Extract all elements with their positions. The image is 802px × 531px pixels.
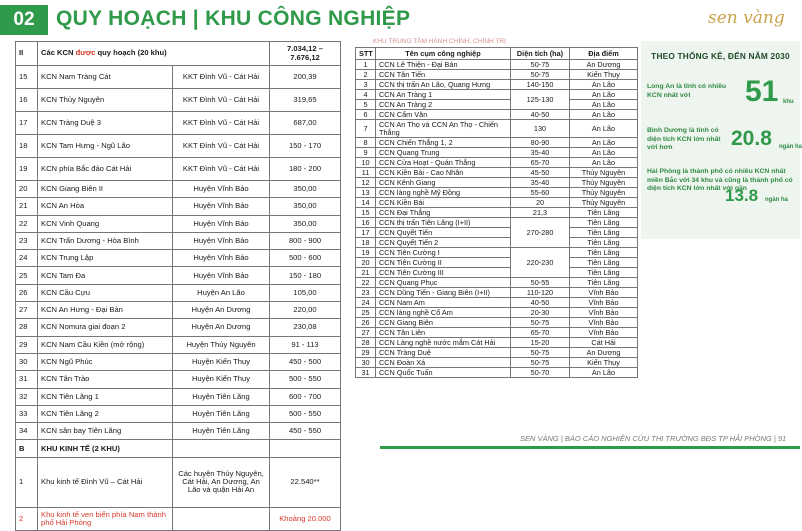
table-row (16, 267, 341, 284)
section-number: 02 (0, 5, 48, 35)
row-stt: 18 (16, 135, 38, 158)
stats-panel (641, 41, 800, 239)
row-area: 600 - 700 (270, 388, 341, 405)
table-row (356, 110, 638, 120)
row-stt: 7 (356, 120, 376, 138)
row-name: CCN Cửa Hoạt - Quán Thắng (376, 158, 511, 168)
row-name: KCN Nomura giai đoạn 2 (38, 319, 173, 336)
table-row (356, 148, 638, 158)
row-stt: 16 (356, 218, 376, 228)
row-stt: 2 (16, 507, 38, 530)
stat-binh-duong-unit: ngàn ha (779, 144, 802, 150)
row-stt: 2 (356, 70, 376, 80)
group-b-empty-1 (173, 440, 270, 457)
page-header (0, 0, 800, 40)
row-area: 20-30 (511, 308, 570, 318)
row-location: Huyện An Dương (173, 319, 270, 336)
row-location: KKT Đình Vũ - Cát Hải (173, 89, 270, 112)
row-stt: 25 (356, 308, 376, 318)
row-area: 40-50 (511, 298, 570, 308)
table-row (16, 319, 341, 336)
row-location: Huyện Vĩnh Bảo (173, 267, 270, 284)
row-name: KCN Thủy Nguyên (38, 89, 173, 112)
row-location: Huyện Tiên Lãng (173, 388, 270, 405)
row-name: CCN Chiến Thắng 1, 2 (376, 138, 511, 148)
row-name: KCN Nam Cầu Kiền (mở rộng) (38, 336, 173, 353)
row-stt: 12 (356, 178, 376, 188)
row-stt: 5 (356, 100, 376, 110)
row-name: KCN Tiên Lãng 2 (38, 405, 173, 422)
table-row (356, 90, 638, 100)
row-name: CCN Tân Tiến (376, 70, 511, 80)
table-row (356, 218, 638, 228)
row-location: Huyện An Dương (173, 302, 270, 319)
row-area: 500 - 550 (270, 371, 341, 388)
row-location: KKT Đình Vũ - Cát Hải (173, 135, 270, 158)
row-stt: 21 (16, 198, 38, 215)
row-location: Huyện Vĩnh Bảo (173, 232, 270, 249)
table-row (356, 348, 638, 358)
group-b-code: B (16, 440, 38, 457)
row-location: Vĩnh Bảo (570, 308, 638, 318)
row-location: An Lão (570, 158, 638, 168)
row-location: An Lão (570, 148, 638, 158)
row-name: CCN Tràng Duệ (376, 348, 511, 358)
table-row (356, 60, 638, 70)
row-area: 21,3 (511, 208, 570, 218)
table-row (356, 208, 638, 218)
row-name: CCN Kênh Giang (376, 178, 511, 188)
row-location: An Dương (570, 348, 638, 358)
table-row (356, 80, 638, 90)
table-row (356, 238, 638, 248)
row-area: 50-75 (511, 358, 570, 368)
row-location: An Dương (570, 60, 638, 70)
row-location: Vĩnh Bảo (570, 328, 638, 338)
row-area: 350,00 (270, 181, 341, 198)
row-name: Khu kinh tế Đình Vũ – Cát Hải (38, 457, 173, 507)
row-stt: 28 (16, 319, 38, 336)
row-name: CCN làng nghề Mỹ Đồng (376, 188, 511, 198)
row-area: 40-50 (511, 110, 570, 120)
row-stt: 1 (16, 457, 38, 507)
row-name: KCN Trấn Dương - Hòa Bình (38, 232, 173, 249)
row-location: Huyện Tiên Lãng (173, 405, 270, 422)
row-name: KCN Tràng Duệ 3 (38, 112, 173, 135)
row-name: CCN Làng nghề nước mắm Cát Hải (376, 338, 511, 348)
table-row (356, 338, 638, 348)
row-name: KCN Nam Tràng Cát (38, 66, 173, 89)
table-row (356, 258, 638, 268)
row-name: KCN Tam Đa (38, 267, 173, 284)
kcn-table (15, 41, 341, 531)
table-row (16, 158, 341, 181)
row-name: KCN phía Bắc đảo Cát Hải (38, 158, 173, 181)
table-row (16, 135, 341, 158)
col-header-location: Địa điểm (570, 48, 638, 60)
table-row (356, 70, 638, 80)
row-name: CCN Lê Thiện - Đại Bản (376, 60, 511, 70)
table-row (356, 138, 638, 148)
row-location: An Lão (570, 120, 638, 138)
row-stt: 14 (356, 198, 376, 208)
row-location: Tiên Lãng (570, 268, 638, 278)
table-row (16, 302, 341, 319)
row-name: KCN Cầu Cựu (38, 284, 173, 301)
row-stt: 30 (356, 358, 376, 368)
row-location: Huyện Kiến Thụy (173, 353, 270, 370)
row-name: CCN Quốc Tuấn (376, 368, 511, 378)
row-location: Tiên Lãng (570, 258, 638, 268)
row-name: CCN An Tràng 2 (376, 100, 511, 110)
row-stt: 25 (16, 267, 38, 284)
row-name: KCN Vinh Quang (38, 215, 173, 232)
row-location: An Lão (570, 80, 638, 90)
row-name: CCN Tiên Cường II (376, 258, 511, 268)
row-area: 140-150 (511, 80, 570, 90)
stat-hai-phong-value: 13.8 (725, 186, 759, 205)
row-stt: 15 (356, 208, 376, 218)
row-name: CCN Quyết Tiến (376, 228, 511, 238)
row-name: CCN làng nghề Cổ Am (376, 308, 511, 318)
row-stt: 26 (16, 284, 38, 301)
row-location: Huyện Vĩnh Bảo (173, 215, 270, 232)
stat-long-an-unit: khu (783, 99, 794, 105)
row-stt: 32 (16, 388, 38, 405)
row-stt: 13 (356, 188, 376, 198)
group-b-header (16, 440, 341, 457)
row-location: Huyện Vĩnh Bảo (173, 250, 270, 267)
row-location: Huyện An Lão (173, 284, 270, 301)
row-area: 50-75 (511, 60, 570, 70)
row-location: KKT Đình Vũ - Cát Hải (173, 112, 270, 135)
row-stt: 20 (356, 258, 376, 268)
page-title: QUY HOẠCH | KHU CÔNG NGHIỆP (56, 7, 411, 30)
row-stt: 24 (356, 298, 376, 308)
table-row (16, 232, 341, 249)
row-location (173, 507, 270, 530)
row-area: 45-50 (511, 168, 570, 178)
table-row (16, 181, 341, 198)
footer-text: SEN VÀNG | BÁO CÁO NGHIÊN CỨU THỊ TRƯỜNG BĐS TP HẢI PHÒNG | 91 (520, 434, 787, 443)
row-name: KCN Tân Trào (38, 371, 173, 388)
row-name: CCN Quang Phục (376, 278, 511, 288)
row-stt: 28 (356, 338, 376, 348)
table-row (356, 308, 638, 318)
group-ii-header (16, 42, 341, 66)
row-name: KCN sân bay Tiên Lãng (38, 423, 173, 440)
row-location: Vĩnh Bảo (570, 288, 638, 298)
row-area: 150 - 180 (270, 267, 341, 284)
table-row (16, 336, 341, 353)
row-area: 105,00 (270, 284, 341, 301)
row-location: Thủy Nguyên (570, 198, 638, 208)
row-location: An Lão (570, 138, 638, 148)
row-location: Vĩnh Bảo (570, 298, 638, 308)
table-row (356, 248, 638, 258)
row-stt: 27 (16, 302, 38, 319)
row-area: 270-280 (511, 218, 570, 248)
row-area: 20 (511, 198, 570, 208)
table-row (16, 89, 341, 112)
row-area: 35-40 (511, 178, 570, 188)
row-area: 500 - 600 (270, 250, 341, 267)
table-row (356, 228, 638, 238)
table-row (356, 278, 638, 288)
group-ii-code: II (16, 42, 38, 66)
row-name: KCN Tam Hưng - Ngũ Lão (38, 135, 173, 158)
table-row (356, 178, 638, 188)
row-location: Tiên Lãng (570, 208, 638, 218)
ccn-table-header (356, 48, 638, 60)
row-name: KCN Trung Lập (38, 250, 173, 267)
row-name: CCN thị trấn Tiên Lãng (I+II) (376, 218, 511, 228)
row-stt: 16 (16, 89, 38, 112)
col-header-name: Tên cụm công nghiệp (376, 48, 511, 60)
faded-caption: KHU TRUNG TÂM HÀNH CHÍNH, CHÍNH TRỊ (373, 38, 506, 45)
table-row (16, 215, 341, 232)
row-area: 230,08 (270, 319, 341, 336)
row-name: CCN Giang Biên (376, 318, 511, 328)
row-stt: 17 (16, 112, 38, 135)
row-name: CCN Dũng Tiến - Giang Biên (I+II) (376, 288, 511, 298)
table-row (16, 112, 341, 135)
row-name: KCN Giang Biên II (38, 181, 173, 198)
row-name: CCN An Thọ và CCN An Thọ - Chiến Thắng (376, 120, 511, 138)
row-area: 150 - 170 (270, 135, 341, 158)
row-area: 35-40 (511, 148, 570, 158)
row-area: 450 - 500 (270, 353, 341, 370)
row-name: CCN Tiên Cường I (376, 248, 511, 258)
row-location: KKT Đình Vũ - Cát Hải (173, 66, 270, 89)
row-stt: 23 (356, 288, 376, 298)
row-stt: 22 (356, 278, 376, 288)
row-stt: 11 (356, 168, 376, 178)
stat-hai-phong-unit: ngàn ha (765, 197, 789, 203)
row-name: KCN Tiên Lãng 1 (38, 388, 173, 405)
group-b-label: KHU KINH TẾ (2 KHU) (38, 440, 173, 457)
row-location: Kiến Thụy (570, 358, 638, 368)
row-area: 220,00 (270, 302, 341, 319)
row-area: 500 - 550 (270, 405, 341, 422)
row-name: KCN An Hòa (38, 198, 173, 215)
row-area: 55-60 (511, 188, 570, 198)
group-ii-area: 7.034,12 – 7.676,12 (270, 42, 341, 66)
row-location: Các huyện Thủy Nguyên, Cát Hải, An Dương, An Lão và quận Hải An (173, 457, 270, 507)
row-stt: 19 (356, 248, 376, 258)
table-row (16, 405, 341, 422)
row-area: 65-70 (511, 158, 570, 168)
row-name: CCN Đoàn Xá (376, 358, 511, 368)
row-area: 180 - 200 (270, 158, 341, 181)
table-row (16, 457, 341, 507)
table-row (356, 158, 638, 168)
row-location: Kiến Thụy (570, 70, 638, 80)
table-row (16, 507, 341, 530)
row-area: 50-75 (511, 70, 570, 80)
row-area: 91 - 113 (270, 336, 341, 353)
row-stt: 29 (16, 336, 38, 353)
row-area: 50-75 (511, 318, 570, 328)
row-location: An Lão (570, 100, 638, 110)
row-stt: 8 (356, 138, 376, 148)
row-name: CCN Kiền Bái (376, 198, 511, 208)
stat-long-an-value: 51 (745, 75, 779, 108)
row-location: Vĩnh Bảo (570, 318, 638, 328)
row-stt: 34 (16, 423, 38, 440)
row-name: CCN Tân Liên (376, 328, 511, 338)
row-name: KCN An Hưng - Đại Bản (38, 302, 173, 319)
row-location: Thủy Nguyên (570, 168, 638, 178)
stat-binh-duong-text: Bình Dương là tỉnh có diện tích KCN lớn nhất với hơn (647, 127, 721, 152)
row-area: 130 (511, 120, 570, 138)
row-location: Tiên Lãng (570, 248, 638, 258)
row-stt: 17 (356, 228, 376, 238)
row-area: 350,00 (270, 198, 341, 215)
row-area: 50-75 (511, 348, 570, 358)
row-location: Tiên Lãng (570, 218, 638, 228)
group-b-empty-2 (270, 440, 341, 457)
brand-logo: sen vàng (708, 8, 785, 28)
row-stt: 26 (356, 318, 376, 328)
group-ii-label: Các KCN được quy hoạch (20 khu) (38, 42, 270, 66)
row-location: Huyện Vĩnh Bảo (173, 198, 270, 215)
row-location: Cát Hải (570, 338, 638, 348)
stat-long-an-text: Long An là tỉnh có nhiều KCN nhất với (647, 83, 727, 99)
table-row (356, 120, 638, 138)
row-area: 65-70 (511, 328, 570, 338)
row-location: KKT Đình Vũ - Cát Hải (173, 158, 270, 181)
row-area: 800 - 900 (270, 232, 341, 249)
row-stt: 18 (356, 238, 376, 248)
row-stt: 1 (356, 60, 376, 70)
table-row (356, 368, 638, 378)
row-name: CCN An Tràng 1 (376, 90, 511, 100)
row-area: 50-55 (511, 278, 570, 288)
table-row (16, 353, 341, 370)
stat-binh-duong-value: 20.8 (731, 127, 772, 150)
table-row (356, 288, 638, 298)
row-location: An Lão (570, 368, 638, 378)
row-name: CCN Tiên Cường III (376, 268, 511, 278)
table-row (16, 388, 341, 405)
row-area: 110-120 (511, 288, 570, 298)
row-location: Tiên Lãng (570, 228, 638, 238)
row-name: CCN Cẩm Văn (376, 110, 511, 120)
table-row (16, 198, 341, 215)
row-location: An Lão (570, 90, 638, 100)
table-row (16, 371, 341, 388)
row-stt: 19 (16, 158, 38, 181)
row-stt: 23 (16, 232, 38, 249)
table-row (16, 250, 341, 267)
row-stt: 6 (356, 110, 376, 120)
row-area: 220-230 (511, 248, 570, 278)
row-name: CCN Đại Thắng (376, 208, 511, 218)
row-name: CCN thị trấn An Lão, Quang Hưng (376, 80, 511, 90)
row-area: 350,00 (270, 215, 341, 232)
row-stt: 3 (356, 80, 376, 90)
row-stt: 22 (16, 215, 38, 232)
row-area: 80-90 (511, 138, 570, 148)
row-location: Tiên Lãng (570, 278, 638, 288)
table-row (16, 423, 341, 440)
row-stt: 29 (356, 348, 376, 358)
stat-hai-phong-text: Hải Phòng là thành phố có nhiều KCN nhất miền Bắc với 34 khu và cũng là thành phố có diện tích KCN lớn nhất với gần (647, 168, 793, 193)
table-row (16, 284, 341, 301)
table-row (356, 318, 638, 328)
row-stt: 10 (356, 158, 376, 168)
row-area: Khoảng 20.000 (270, 507, 341, 530)
row-stt: 21 (356, 268, 376, 278)
row-name: KCN Ngũ Phúc (38, 353, 173, 370)
row-stt: 33 (16, 405, 38, 422)
row-name: Khu kinh tế ven biển phía Nam thành phố Hải Phòng (38, 507, 173, 530)
row-name: CCN Quang Trung (376, 148, 511, 158)
row-area: 125-130 (511, 90, 570, 110)
row-area: 319,65 (270, 89, 341, 112)
col-header-stt: STT (356, 48, 376, 60)
footer-bar (380, 446, 800, 449)
row-location: Thủy Nguyên (570, 178, 638, 188)
row-area: 450 - 550 (270, 423, 341, 440)
col-header-area: Diện tích (ha) (511, 48, 570, 60)
row-stt: 30 (16, 353, 38, 370)
table-row (356, 168, 638, 178)
row-area: 22.540** (270, 457, 341, 507)
row-location: Huyện Kiến Thụy (173, 371, 270, 388)
row-name: CCN Quyết Tiến 2 (376, 238, 511, 248)
row-area: 200,39 (270, 66, 341, 89)
table-row (356, 198, 638, 208)
row-location: Huyện Thủy Nguyên (173, 336, 270, 353)
row-name: CCN Kiền Bái - Cao Nhân (376, 168, 511, 178)
table-row (356, 328, 638, 338)
row-stt: 20 (16, 181, 38, 198)
row-stt: 24 (16, 250, 38, 267)
table-row (356, 268, 638, 278)
row-location: Huyện Vĩnh Bảo (173, 181, 270, 198)
table-row (356, 100, 638, 110)
row-stt: 15 (16, 66, 38, 89)
row-stt: 4 (356, 90, 376, 100)
stats-title: THEO THỐNG KÊ, ĐẾN NĂM 2030 (651, 51, 790, 61)
ccn-table (355, 47, 638, 378)
row-location: Tiên Lãng (570, 238, 638, 248)
table-row (356, 188, 638, 198)
row-stt: 9 (356, 148, 376, 158)
table-row (356, 298, 638, 308)
row-name: CCN Nam Am (376, 298, 511, 308)
row-area: 687,00 (270, 112, 341, 135)
table-row (16, 66, 341, 89)
row-area: 15-20 (511, 338, 570, 348)
row-area: 50-70 (511, 368, 570, 378)
row-stt: 31 (16, 371, 38, 388)
row-stt: 27 (356, 328, 376, 338)
row-location: Huyện Tiên Lãng (173, 423, 270, 440)
row-stt: 31 (356, 368, 376, 378)
row-location: An Lão (570, 110, 638, 120)
row-location: Thủy Nguyên (570, 188, 638, 198)
table-row (356, 358, 638, 368)
